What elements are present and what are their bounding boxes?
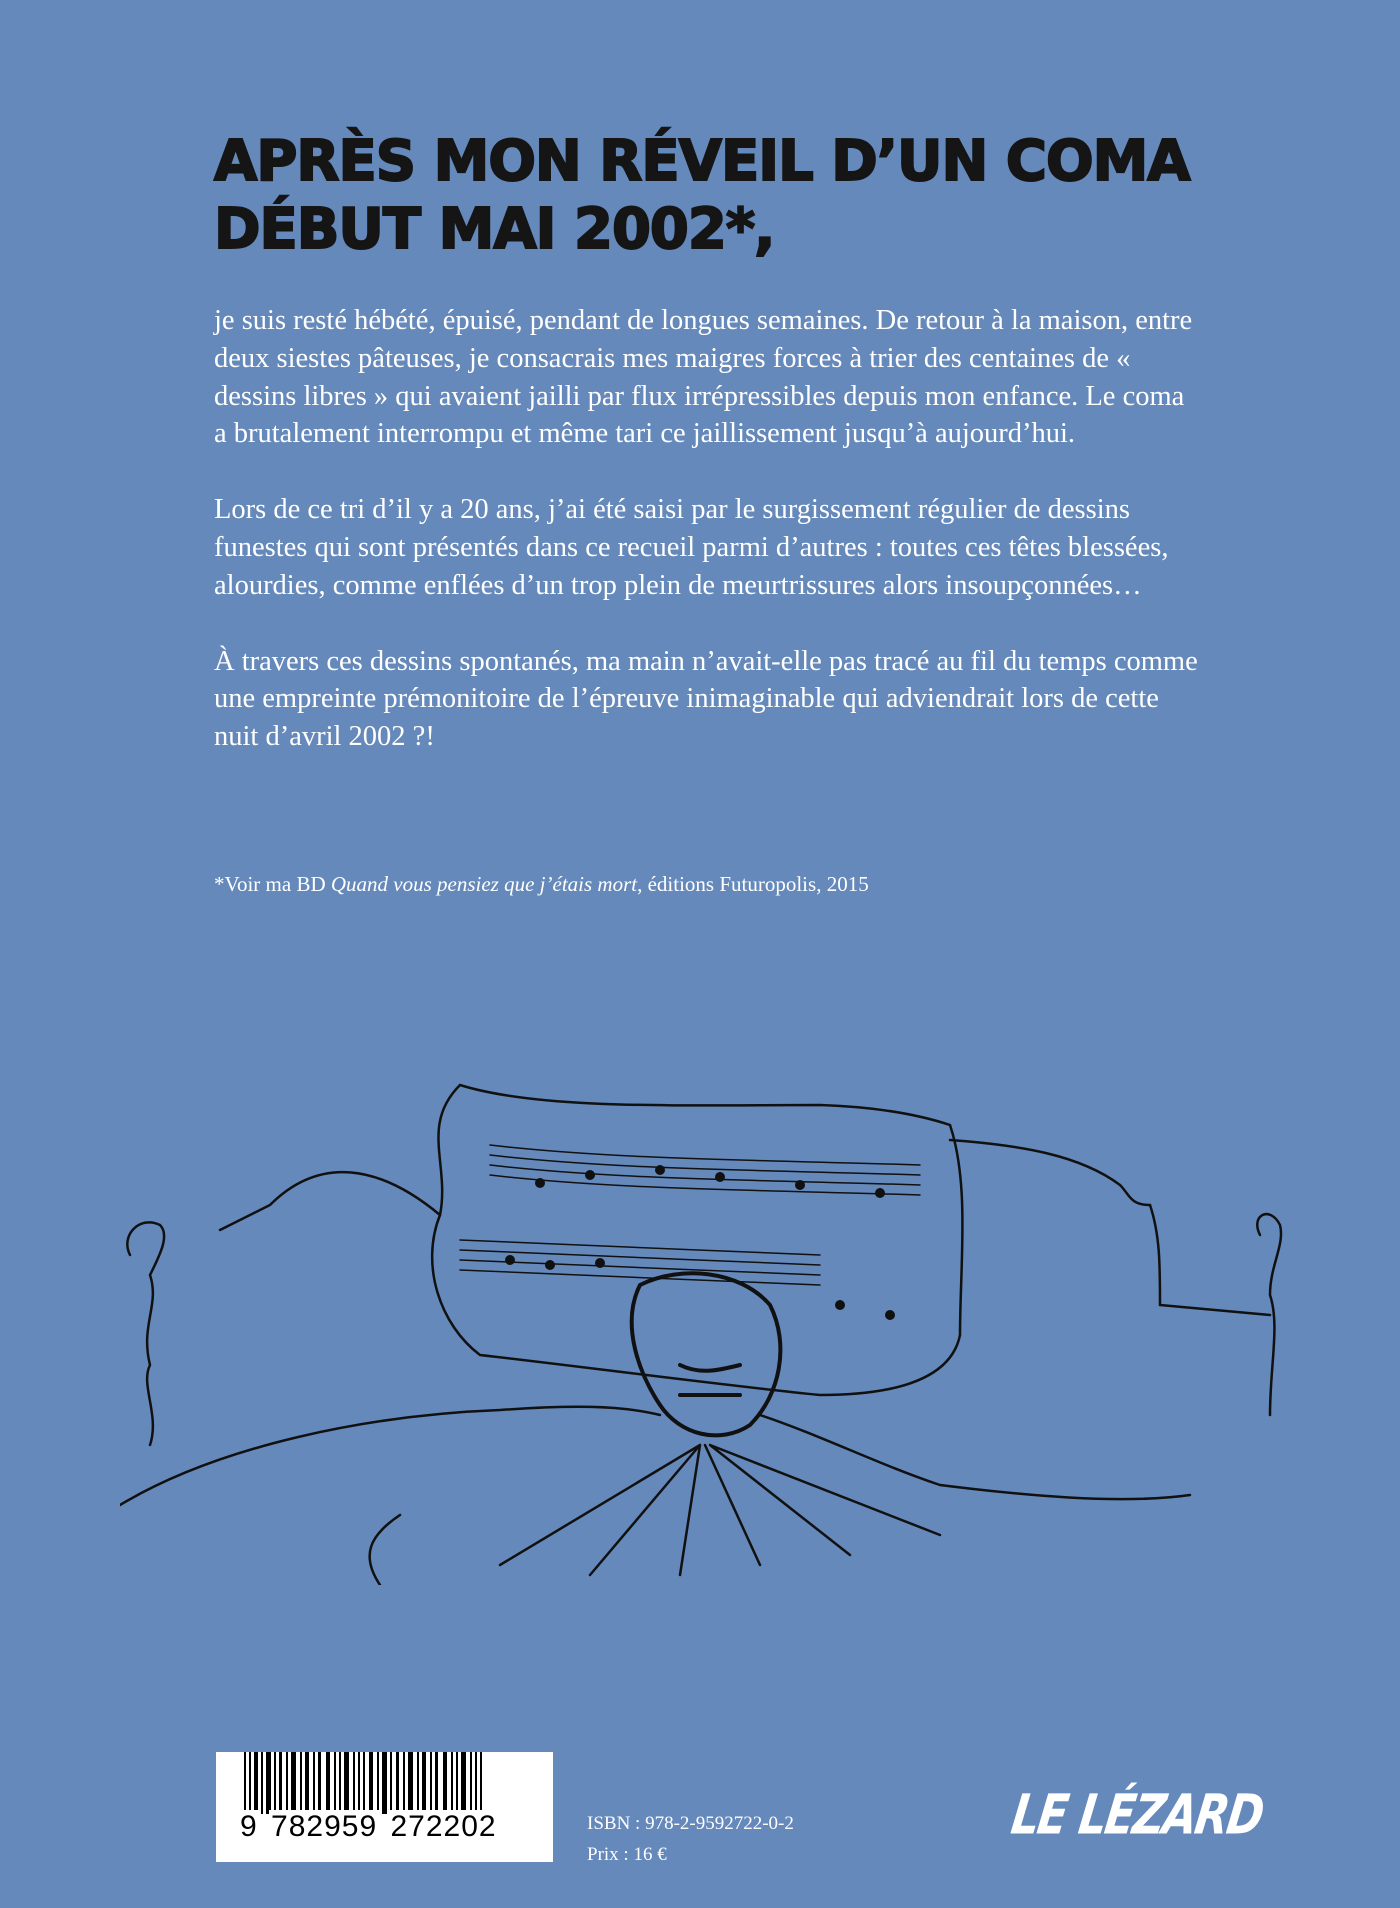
blurb <box>214 302 1200 794</box>
barcode-digit-first: 9 <box>240 1810 258 1843</box>
barcode-bars <box>216 1752 553 1862</box>
barcode-digits <box>238 1810 499 1844</box>
blurb-paragraph-1: je suis resté hébété, épuisé, pendant de longues semaines. De retour à la maison, entre deux siestes pâteuses, je consacrais mes maigres forces à trier des centaines de « dessins libres » qui avaient jailli par flux irrépressibles depuis mon enfance. Le coma a brutalement interrompu et même tari ce jaillissement jusqu’à aujourd’hui. <box>214 305 1193 450</box>
heading-line-2: DÉBUT MAI 2002*, <box>214 197 775 262</box>
blurb-paragraph-3: À travers ces dessins spontanés, ma main n’avait-elle pas tracé au fil du temps comme une empreinte prémonitoire de l’épreuve inimaginable qui adviendrait lors de cette nuit d’avril 2002 ?! <box>214 645 1198 753</box>
barcode <box>216 1752 553 1862</box>
barcode-group-2: 272202 <box>390 1810 497 1843</box>
heading-line-1: APRÈS MON RÉVEIL D’UN COMA <box>214 129 1190 194</box>
footnote-suffix: , éditions Futuropolis, 2015 <box>637 872 869 896</box>
publisher-logo: LE LÉZARD <box>1007 1783 1267 1848</box>
sketch-illustration <box>120 1065 1300 1585</box>
barcode-group-1: 782959 <box>271 1810 378 1843</box>
blurb-paragraph-2: Lors de ce tri d’il y a 20 ans, j’ai été saisi par le surgissement régulier de dessins funestes qui sont présentés dans ce recueil parmi d’autres : toutes ces têtes blessées, alourdies, comme enflées d’un trop plein de meurtrissures alors insoupçonnées… <box>214 494 1169 601</box>
footnote <box>214 872 869 897</box>
footnote-book-title: Quand vous pensiez que j’étais mort <box>330 872 638 896</box>
price: Prix : 16 € <box>587 1844 667 1865</box>
book-info <box>587 1808 794 1870</box>
cover-heading <box>214 128 1214 264</box>
isbn: ISBN : 978-2-9592722-0-2 <box>587 1813 794 1834</box>
footnote-prefix: *Voir ma BD <box>214 872 331 896</box>
